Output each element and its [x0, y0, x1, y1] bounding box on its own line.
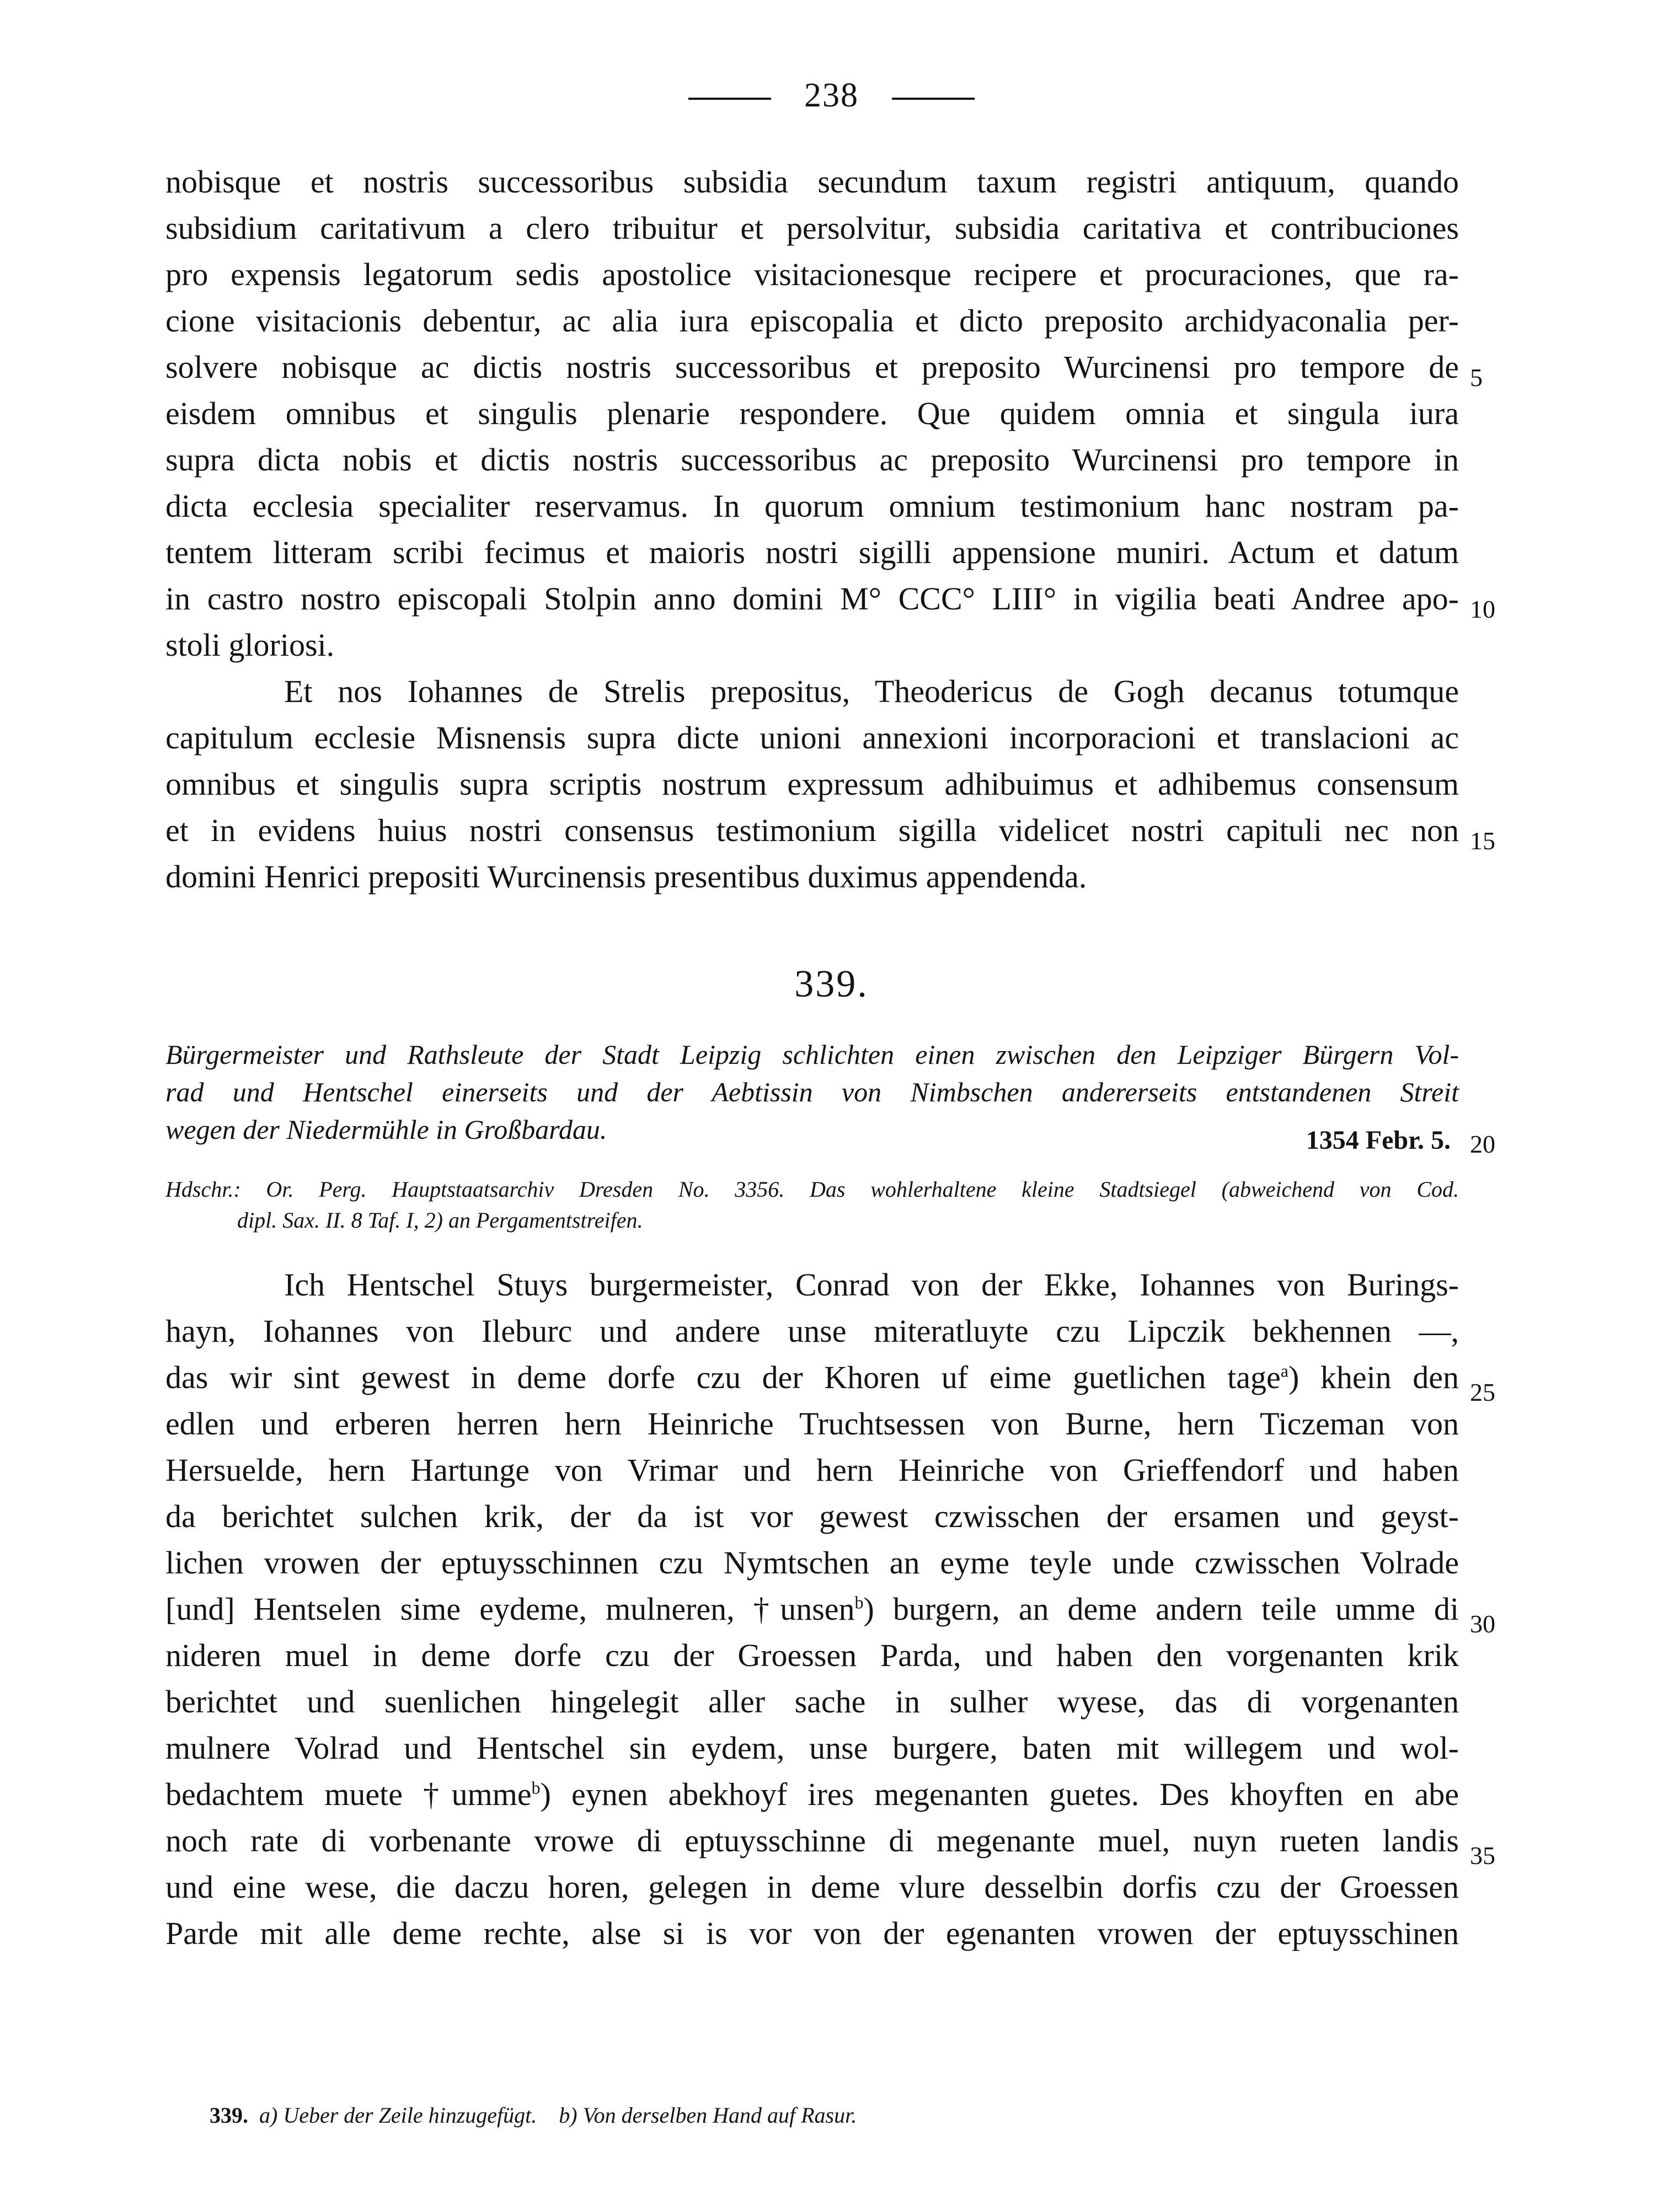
- text-line: Hersuelde, hern Hartunge von Vrimar und hern Heinriche von Grieffendorf und haben: [165, 1452, 1459, 1488]
- footnote-b: b) Von derselben Hand auf Rasur.: [559, 2103, 857, 2128]
- text-line: eisdem omnibus et singulis plenarie respondere. Que quidem omnia et singula iura: [165, 395, 1459, 431]
- regest-line: wegen der Niedermühle in Großbardau.: [165, 1114, 607, 1145]
- document-date: 1354 Febr. 5.: [1306, 1126, 1451, 1155]
- text-line: subsidium caritativum a clero tribuitur et persolvitur, subsidia caritativa et contribuciones: [165, 210, 1459, 246]
- text-segment: ) burgern, an deme andern teile umme di: [863, 1591, 1459, 1627]
- text-line: domini Henrici prepositi Wurcinensis presentibus duximus appendenda.: [165, 859, 1087, 895]
- text-line: [165, 1356, 1459, 1400]
- footnote-a: a) Ueber der Zeile hinzugefügt.: [259, 2103, 537, 2128]
- footnote: [210, 2102, 857, 2128]
- header-dash-left: [688, 98, 771, 100]
- page-number: 238: [804, 77, 859, 114]
- text-segment: [und] Hentselen sime eydeme, mulneren, †unsen: [165, 1591, 855, 1627]
- line-number: 30: [1470, 1610, 1495, 1638]
- text-line: nobisque et nostris successoribus subsidia secundum taxum registri antiquum, quando: [165, 164, 1459, 200]
- header-dash-right: [892, 98, 975, 100]
- text-line: et in evidens huius nostri consensus testimonium sigilla videlicet nostri capituli nec non: [165, 812, 1459, 848]
- footnote-marker-b: b: [854, 1592, 864, 1613]
- footnote-number: 339.: [210, 2103, 248, 2128]
- line-number: 35: [1470, 1841, 1495, 1870]
- text-line: Et nos Iohannes de Strelis prepositus, Theodericus de Gogh decanus totumque: [284, 673, 1459, 709]
- text-line: cione visitacionis debentur, ac alia iura episcopalia et dicto preposito archidyaconalia per-: [165, 303, 1459, 339]
- text-line: in castro nostro episcopali Stolpin anno domini M° CCC° LIII° in vigilia beati Andree apo-: [165, 581, 1459, 617]
- footnote-marker-b: b: [531, 1777, 541, 1798]
- text-line: Ich Hentschel Stuys burgermeister, Conrad von der Ekke, Iohannes von Burings-: [284, 1267, 1459, 1303]
- line-number: 15: [1470, 827, 1495, 855]
- footnote-marker-a: a: [1280, 1361, 1288, 1381]
- text-line: pro expensis legatorum sedis apostolice visitacionesque recipere et procuraciones, que ra-: [165, 256, 1459, 292]
- text-segment: ) eynen abekhoyf ires megenanten guetes. Des khoyften en abe: [540, 1776, 1459, 1812]
- text-line: nideren muel in deme dorfe czu der Groessen Parda, und haben den vorgenanten krik: [165, 1637, 1459, 1673]
- text-line: omnibus et singulis supra scriptis nostrum expressum adhibuimus et adhibemus consensum: [165, 766, 1459, 802]
- text-line: lichen vrowen der eptuysschinnen czu Nymtschen an eyme teyle unde czwisschen Volrade: [165, 1545, 1459, 1581]
- text-line: solvere nobisque ac dictis nostris successoribus et preposito Wurcinensi pro tempore de: [165, 349, 1459, 385]
- text-segment: bedachtem muete †umme: [165, 1776, 532, 1812]
- text-line: dicta ecclesia specialiter reservamus. In quorum omnium testimonium hanc nostram pa-: [165, 488, 1459, 524]
- page-header: [0, 76, 1663, 115]
- text-line: und eine wese, die daczu horen, gelegen in deme vlure desselbin dorfis czu der Groessen: [165, 1869, 1459, 1905]
- line-number: 25: [1470, 1378, 1495, 1406]
- text-line: tentem litteram scribi fecimus et maioris nostri sigilli appensione muniri. Actum et datum: [165, 534, 1459, 570]
- line-number: 10: [1470, 595, 1495, 623]
- text-line: capitulum ecclesie Misnensis supra dicte unioni annexioni incorporacioni et translacioni ac: [165, 720, 1459, 756]
- text-line: noch rate di vorbenante vrowe di eptuysschinne di megenante muel, nuyn rueten landis: [165, 1823, 1459, 1858]
- text-line: [165, 1587, 1459, 1631]
- line-number: 20: [1470, 1130, 1495, 1158]
- regest-line: Bürgermeister und Rathsleute der Stadt Leipzig schlichten einen zwischen den Leipziger Bürgern Vol-: [165, 1039, 1459, 1070]
- text-line: Parde mit alle deme rechte, alse si is vor von der egenanten vrowen der eptuysschinen: [165, 1915, 1459, 1951]
- text-line: supra dicta nobis et dictis nostris successoribus ac preposito Wurcinensi pro tempore in: [165, 442, 1459, 478]
- document-number: 339.: [794, 963, 869, 1005]
- text-line: stoli gloriosi.: [165, 627, 335, 663]
- source-line: dipl. Sax. II. 8 Taf. I, 2) an Pergamentstreifen.: [237, 1208, 643, 1233]
- text-line: mulnere Volrad und Hentschel sin eydem, unse burgere, baten mit willegem und wol-: [165, 1730, 1459, 1766]
- text-line: [165, 1772, 1459, 1817]
- regest-line: rad und Hentschel einerseits und der Aebtissin von Nimbschen andererseits entstandenen Streit: [165, 1076, 1459, 1107]
- text-line: hayn, Iohannes von Ileburc und andere unse miteratluyte czu Lipczik bekhennen —,: [165, 1313, 1459, 1349]
- source-line: Hdschr.: Or. Perg. Hauptstaatsarchiv Dresden No. 3356. Das wohlerhaltene kleine Stadtsiegel (abweichend von Cod.: [165, 1177, 1459, 1202]
- text-segment: das wir sint gewest in deme dorfe czu der Khoren uf eime guetlichen tage: [165, 1359, 1281, 1395]
- text-line: berichtet und suenlichen hingelegit aller sache in sulher wyese, das di vorgenanten: [165, 1684, 1459, 1720]
- text-line: da berichtet sulchen krik, der da ist vor gewest czwisschen der ersamen und geyst-: [165, 1498, 1459, 1534]
- text-segment: ) khein den: [1288, 1359, 1459, 1395]
- line-number: 5: [1470, 363, 1483, 392]
- text-line: edlen und erberen herren hern Heinriche Truchtsessen von Burne, hern Ticzeman von: [165, 1406, 1459, 1442]
